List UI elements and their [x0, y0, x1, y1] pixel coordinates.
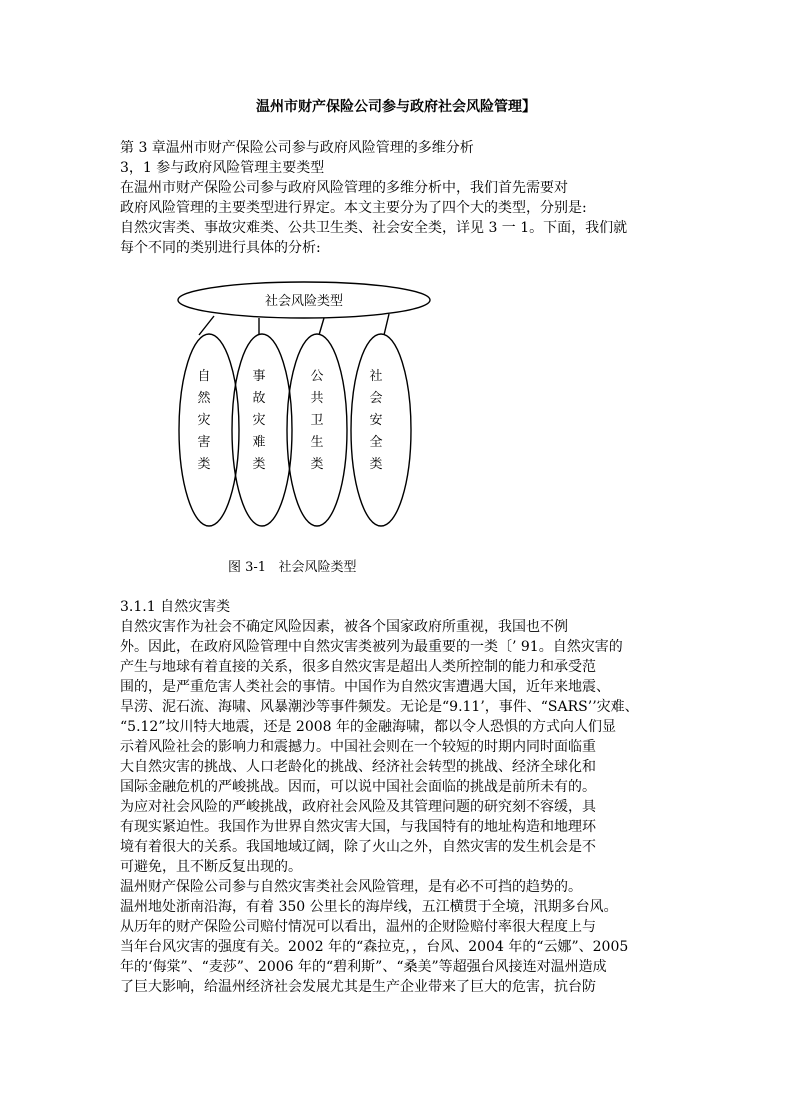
paragraph-line: 可避免，且不断反复出现的。 — [120, 859, 302, 875]
category-ellipse-natural — [179, 334, 239, 526]
category-health-char: 卫 — [310, 413, 324, 428]
category-accident-char: 事 — [252, 369, 266, 384]
paragraph-line: 大自然灾害的挑战、人口老龄化的挑战、经济社会转型的挑战、经济全球化和 — [120, 759, 596, 775]
section-heading: 3，1 参与政府风险管理主要类型 — [120, 160, 325, 176]
paragraph-line: 境有着很大的关系。我国地域辽阔，除了火山之外，自然灾害的发生机会是不 — [120, 839, 596, 855]
paragraph-line: 为应对社会风险的严峻挑战，政府社会风险及其管理问题的研究刻不容缓，具 — [120, 799, 596, 815]
paragraph-line: 从历年的财产保险公司赔付情况可以看出，温州的企财险赔付率很大程度上与 — [120, 919, 596, 935]
paragraph-line: 旱涝、泥石流、海啸、风暴潮沙等事件频发。无论是“9.11’，事件、“SARS’’灾难、 — [120, 699, 639, 715]
paragraph-line: 围的，是严重危害人类社会的事情。中国作为自然灾害遭遇大国，近年来地震、 — [120, 679, 610, 695]
document-title: 温州市财产保险公司参与政府社会风险管理】 — [256, 99, 536, 115]
root-label: 社会风险类型 — [264, 294, 344, 309]
subsection-heading: 3.1.1 自然灾害类 — [120, 599, 231, 615]
paragraph-line: 产生与地球有着直接的关系，很多自然灾害是超出人类所控制的能力和承受范 — [120, 659, 596, 675]
chapter-heading: 第 3 章温州市财产保险公司参与政府风险管理的多维分析 — [120, 140, 474, 156]
paragraph-line: 政府风险管理的主要类型进行界定。本文主要分为了四个大的类型，分别是: — [120, 200, 587, 216]
paragraph-line: 温州地处浙南沿海，有着 350 公里长的海岸线，五江横贯于全境，汛期多台风。 — [120, 899, 618, 915]
category-natural-char: 灾 — [197, 413, 211, 428]
category-accident-char: 难 — [252, 435, 266, 450]
paragraph-line: 国际金融危机的严峻挑战。因而，可以说中国社会面临的挑战是前所未有的。 — [120, 779, 596, 795]
paragraph-line: 了巨大影响，给温州经济社会发展尤其是生产企业带来了巨大的危害，抗台防 — [120, 979, 596, 995]
paragraph-line: “5.12”坟川特大地震，还是 2008 年的金融海啸，都以令人恐惧的方式向人们显 — [120, 719, 617, 735]
category-accident-char: 类 — [252, 457, 266, 472]
category-security-char: 类 — [369, 457, 383, 472]
paragraph-line: 年的‘侮棠”、“麦莎”、2006 年的“碧利斯”、“桑美”等超强台风接连对温州造成 — [120, 959, 607, 975]
category-accident-char: 灾 — [252, 413, 266, 428]
category-accident-char: 故 — [252, 391, 266, 406]
paragraph-line: 每个不同的类别进行具体的分析: — [120, 240, 321, 256]
category-security-char: 会 — [369, 391, 383, 406]
risk-type-diagram — [174, 280, 444, 535]
category-natural-char: 自 — [197, 369, 211, 384]
paragraph-line: 自然灾害作为社会不确定风险因素，被各个国家政府所重视，我国也不例 — [120, 619, 568, 635]
category-security-char: 全 — [369, 435, 383, 450]
category-natural-char: 害 — [197, 435, 211, 450]
figure-caption: 图 3-1 社会风险类型 — [228, 560, 357, 575]
category-health-char: 共 — [310, 391, 324, 406]
paragraph-line: 有现实紧迫性。我国作为世界自然灾害大国，与我国特有的地址构造和地理环 — [120, 819, 596, 835]
paragraph-line: 在温州市财产保险公司参与政府风险管理的多维分析中，我们首先需要对 — [120, 180, 568, 196]
category-health-char: 生 — [310, 435, 324, 450]
paragraph-line: 外。因此，在政府风险管理中自然灾害类被列为最重要的一类〔’ 91。自然灾害的 — [120, 639, 623, 655]
category-natural-char: 然 — [197, 391, 211, 406]
category-ellipse-health — [287, 334, 347, 526]
category-health-char: 类 — [310, 457, 324, 472]
category-natural-char: 类 — [197, 457, 211, 472]
category-security-char: 安 — [369, 413, 383, 428]
paragraph-line: 自然灾害类、事故灾难类、公共卫生类、社会安全类，详见 3 一 1。下面，我们就 — [120, 220, 628, 236]
category-ellipse-security — [351, 334, 411, 526]
category-ellipse-accident — [232, 334, 292, 526]
category-health-char: 公 — [310, 369, 324, 384]
paragraph-line: 温州财产保险公司参与自然灾害类社会风险管理，是有必不可挡的趋势的。 — [120, 879, 582, 895]
category-security-char: 社 — [369, 369, 383, 384]
paragraph-line: 示着风险社会的影响力和震撼力。中国社会则在一个较短的时期内同时面临重 — [120, 739, 596, 755]
paragraph-line: 当年台风灾害的强度有关。2002 年的“森拉克，，台风、2004 年的“云娜”、2005 — [120, 939, 629, 955]
